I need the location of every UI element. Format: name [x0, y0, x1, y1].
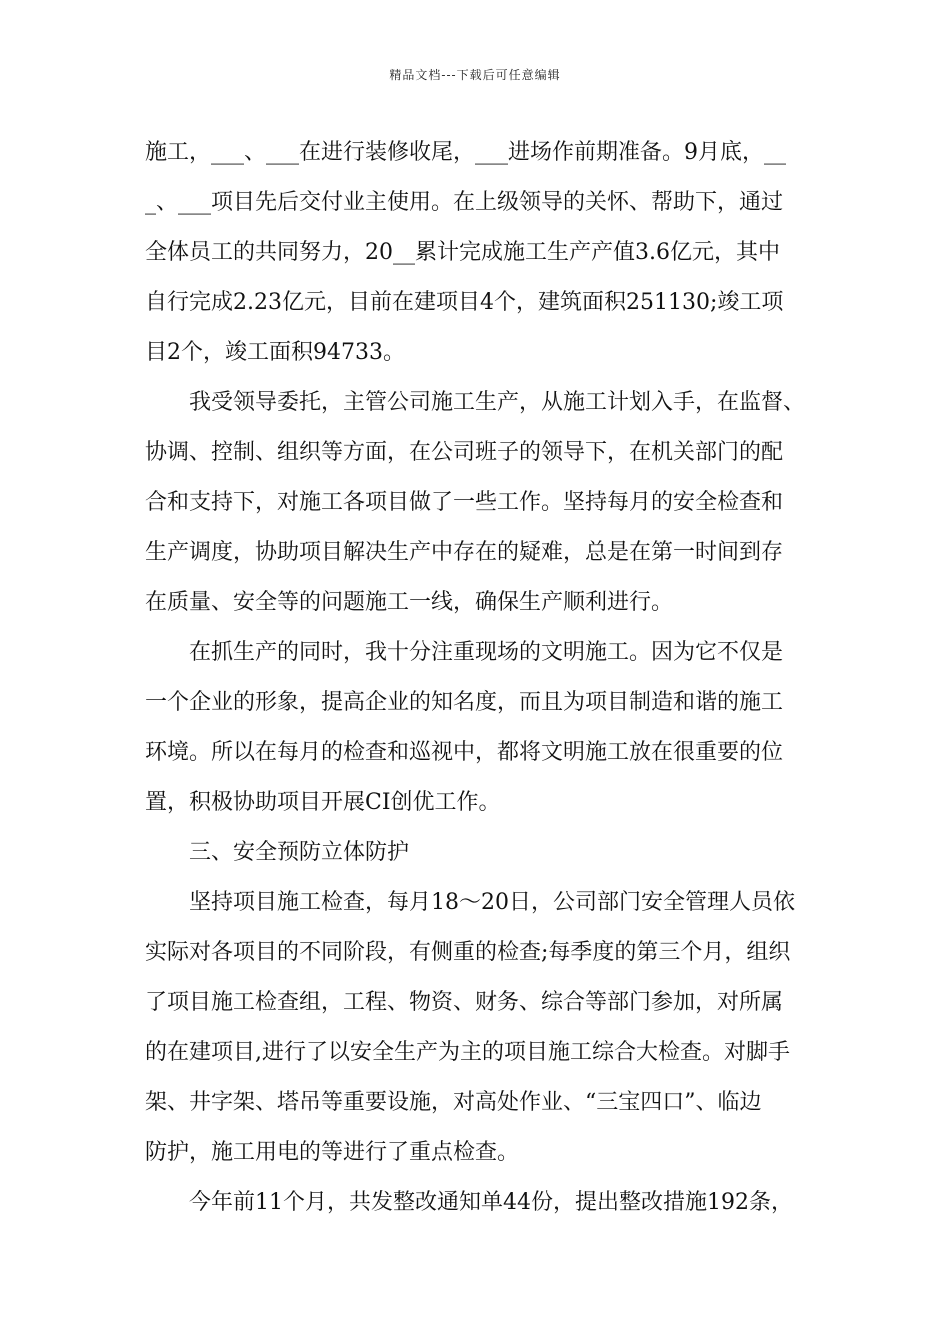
- text-line: 合和支持下，对施工各项目做了一些工作。坚持每月的安全检查和: [145, 490, 784, 515]
- text-line: 的在建项目,进行了以安全生产为主的项目施工综合大检查。对脚手: [145, 1040, 790, 1065]
- text-line: 协调、控制、组织等方面，在公司班子的领导下，在机关部门的配: [145, 440, 784, 465]
- text-line: 生产调度，协助项目解决生产中存在的疑难，总是在第一时间到存: [145, 540, 784, 565]
- paragraph-start-line: 在抓生产的同时，我十分注重现场的文明施工。因为它不仅是: [189, 640, 784, 665]
- text-line: 环境。所以在每月的检查和巡视中，都将文明施工放在很重要的位: [145, 740, 784, 765]
- text-line: 了项目施工检查组，工程、物资、财务、综合等部门参加，对所属: [145, 990, 784, 1015]
- text-line: 在质量、安全等的问题施工一线，确保生产顺利进行。: [145, 590, 674, 615]
- text-line: 自行完成2.23亿元，目前在建项目4个，建筑面积251130;竣工项: [145, 290, 784, 315]
- text-line: 一个企业的形象，提高企业的知名度，而且为项目制造和谐的施工: [145, 690, 784, 715]
- text-line: 全体员工的共同努力，20__累计完成施工生产产值3.6亿元，其中: [145, 240, 780, 265]
- text-line: 防护，施工用电的等进行了重点检查。: [145, 1140, 520, 1165]
- text-line: 置，积极协助项目开展CI创优工作。: [145, 790, 501, 815]
- text-line: 目2个，竣工面积94733。: [145, 340, 405, 365]
- text-line: _、___项目先后交付业主使用。在上级领导的关怀、帮助下，通过: [145, 190, 784, 215]
- page-header: 精品文档---下载后可任意编辑: [389, 68, 561, 82]
- paragraph-start-line: 我受领导委托，主管公司施工生产，从施工计划入手，在监督、: [189, 390, 806, 415]
- paragraph-start-line: 今年前11个月，共发整改通知单44份，提出整改措施192条，: [189, 1190, 793, 1215]
- paragraph-start-line: 坚持项目施工检查，每月18～20日，公司部门安全管理人员依: [189, 890, 795, 915]
- text-line: 架、井字架、塔吊等重要设施，对高处作业、“三宝四口”、临边: [145, 1090, 762, 1115]
- text-line: 实际对各项目的不同阶段，有侧重的检查;每季度的第三个月，组织: [145, 940, 791, 965]
- text-line: 施工，___、___在进行装修收尾，___进场作前期准备。9月底，__: [145, 140, 786, 165]
- document-body: [145, 128, 815, 1228]
- section-heading: 三、安全预防立体防护: [189, 840, 410, 865]
